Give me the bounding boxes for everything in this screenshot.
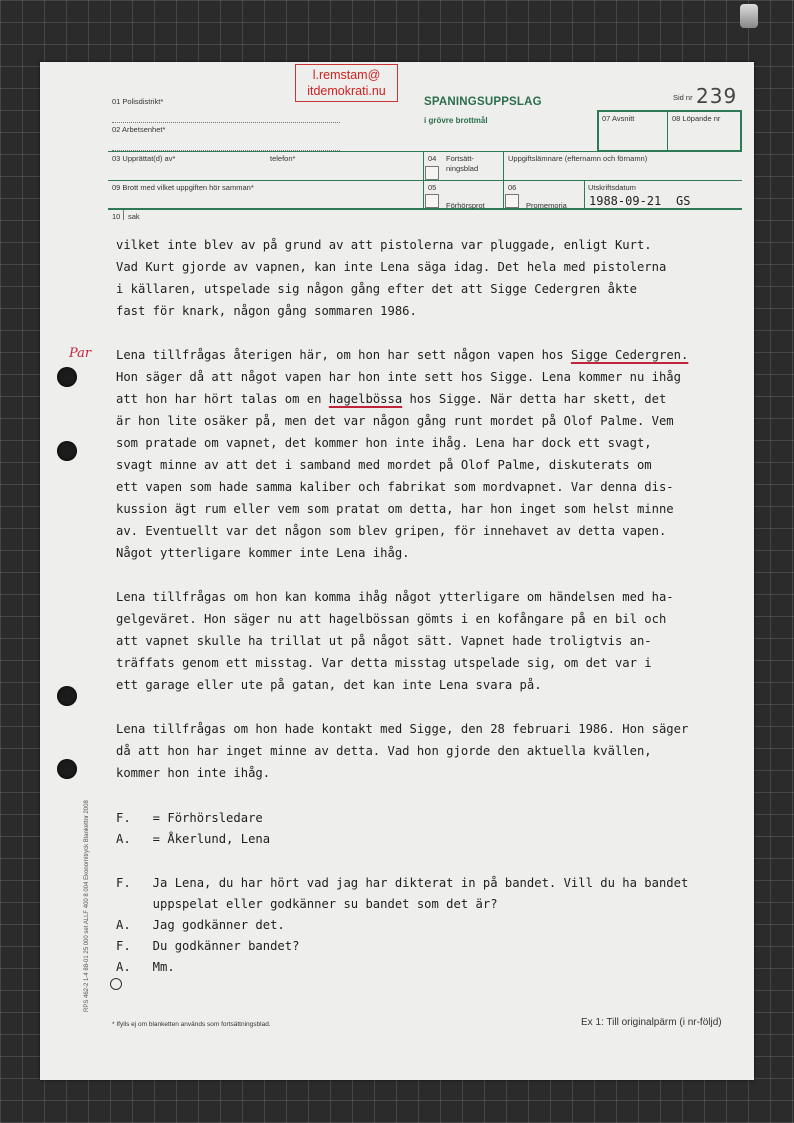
text-span: hos Sigge. När detta har skett, det <box>402 392 667 406</box>
text-line: kommer hon inte ihåg. <box>116 766 271 780</box>
utskriftsdatum-value: 1988-09-21 <box>589 194 662 208</box>
stamp-line-1: l.remstam@ <box>312 68 381 82</box>
rule <box>108 180 742 181</box>
field-04-num: 04 <box>428 154 437 163</box>
text-line: Vad Kurt gjorde av vapnen, kan inte Lena säga idag. Det hela med pistolerna <box>116 260 667 274</box>
initials-value: GS <box>676 194 691 208</box>
printer-imprint: RPS 462-2 1-4 88-01 25 000 set ALLF 400 8 004 Ekonomitryck Blankettnr 2008 <box>84 800 90 1012</box>
text-span: Lena tillfrågas återigen här, om hon har sett någon vapen hos <box>116 348 571 362</box>
dialogue-line: uppspelat eller godkänner su bandet som det är? <box>116 897 498 911</box>
field-arbetsenhet: 02 Arbetsenhet* <box>112 125 166 134</box>
text-line: i källaren, utspelade sig någon gång efter det att Sigge Cedergren åkte <box>116 282 637 296</box>
rule <box>423 151 424 209</box>
form-title: SPANINGSUPPSLAG <box>424 96 542 108</box>
legend-line: A. = Åkerlund, Lena <box>116 832 271 846</box>
text-line: svagt minne av att det i samband med mordet på Olof Palme, diskuterats om <box>116 458 652 472</box>
text-line <box>116 344 736 366</box>
paragraph-4 <box>116 718 736 784</box>
text-line: som pratade om vapnet, det kommer hon inte ihåg. Lena har dock ett svagt, <box>116 436 652 450</box>
binder-clip <box>740 4 758 28</box>
punch-hole <box>57 686 77 706</box>
email-stamp <box>295 64 398 102</box>
text-line: är hon lite osäker på, men det var någon gång runt mordet på Olof Palme. Vem <box>116 414 674 428</box>
dialogue-line: F. Ja Lena, du har hört vad jag har dikterat in på bandet. Vill du ha bandet <box>116 876 689 890</box>
field-lopande-nr: 08 Löpande nr <box>672 114 721 123</box>
dialogue-line: A. Mm. <box>116 960 175 974</box>
dialogue-line: A. Jag godkänner det. <box>116 918 285 932</box>
underlined-name: Sigge Cedergren. <box>570 348 689 362</box>
punch-hole <box>57 441 77 461</box>
text-line: fast för knark, någon gång sommaren 1986. <box>116 304 417 318</box>
sid-nr-label: Sid nr <box>673 93 693 102</box>
text-line: kussion ägt rum eller vem som pratat om detta, har hon inget som helst minne <box>116 502 674 516</box>
text-line: vilket inte blev av på grund av att pistolerna var pluggade, enligt Kurt. <box>116 238 652 252</box>
circle-mark <box>110 978 122 990</box>
field-05-num: 05 <box>428 183 437 192</box>
field-forhorsprot: Förhörsprot <box>446 201 485 210</box>
paragraph-1 <box>116 234 736 322</box>
sid-nr-value: 239 <box>696 84 738 108</box>
distribution-note: Ex 1: Till originalpärm (i nr-följd) <box>581 1017 722 1028</box>
speaker-legend <box>116 808 270 850</box>
underlined-word: hagelbössa <box>328 392 403 406</box>
divider <box>112 122 340 123</box>
text-line: Lena tillfrågas om hon hade kontakt med Sigge, den 28 februari 1986. Hon säger <box>116 722 689 736</box>
rule <box>108 151 742 152</box>
footnote: * Ifylls ej om blanketten används som fortsättningsblad. <box>112 1021 271 1028</box>
punch-hole <box>57 367 77 387</box>
text-line: att vapnet skulle ha trillat ut på något sätt. Vapnet hade troligtvis an- <box>116 634 652 648</box>
statement-body <box>116 234 736 806</box>
field-avsnitt: 07 Avsnitt <box>602 114 635 123</box>
form-subtitle: i grövre brottmål <box>424 116 488 125</box>
paragraph-2 <box>116 344 736 564</box>
avsnitt-box <box>597 110 742 152</box>
field-upprattat-av: 03 Upprättat(d) av* <box>112 154 176 163</box>
field-10-num: 10 <box>112 212 121 221</box>
text-line: gelgeväret. Hon säger nu att hagelbössan gömts i en kofångare på en bil och <box>116 612 667 626</box>
dialogue <box>116 873 688 978</box>
text-line: träffats genom ett misstag. Var detta misstag utspelade sig, om det var i <box>116 656 652 670</box>
text-line: Hon säger då att något vapen har hon inte sett hos Sigge. Lena kommer nu ihåg <box>116 370 681 384</box>
field-sak: sak <box>128 212 140 221</box>
field-polisdistrikt: 01 Polisdistrikt* <box>112 97 164 106</box>
text-line: ett vapen som hade samma kaliber och fabrikat som mordvapnet. Var denna dis- <box>116 480 674 494</box>
rule <box>108 208 742 210</box>
field-telefon: telefon* <box>270 154 296 163</box>
stamp-line-2: itdemokrati.nu <box>307 84 386 98</box>
field-promemoria: Promemoria <box>526 201 567 210</box>
text-line <box>116 388 736 410</box>
checkbox-forhorsprot[interactable] <box>425 194 439 208</box>
checkbox-promemoria[interactable] <box>505 194 519 208</box>
text-line: Lena tillfrågas om hon kan komma ihåg något ytterligare om händelsen med ha- <box>116 590 674 604</box>
text-line: ett garage eller ute på gatan, det kan inte Lena svara på. <box>116 678 542 692</box>
checkbox-fortsattningsblad[interactable] <box>425 166 439 180</box>
dialogue-line: F. Du godkänner bandet? <box>116 939 300 953</box>
field-fortsattningsblad: Fortsätt- ningsblad <box>446 154 479 173</box>
text-line: då att hon har inget minne av detta. Vad hon gjorde den aktuella kvällen, <box>116 744 652 758</box>
legend-line: F. = Förhörsledare <box>116 811 263 825</box>
text-line: Något ytterligare kommer inte Lena ihåg. <box>116 546 410 560</box>
text-span: att hon har hört talas om en <box>116 392 329 406</box>
field-utskriftsdatum: Utskriftsdatum <box>588 183 636 192</box>
text-line: av. Eventuellt var det någon som blev gripen, för innehavet av detta vapen. <box>116 524 667 538</box>
margin-note: Par <box>69 346 92 361</box>
field-06-num: 06 <box>508 183 517 192</box>
punch-hole <box>57 759 77 779</box>
paragraph-3 <box>116 586 736 696</box>
rule <box>584 180 585 209</box>
rule <box>503 151 504 209</box>
field-uppgiftslamnare: Uppgiftslämnare (efternamn och förnamn) <box>508 154 648 163</box>
field-brott: 09 Brott med vilket uppgiften hör samman* <box>112 183 254 192</box>
document-page <box>40 62 754 1080</box>
